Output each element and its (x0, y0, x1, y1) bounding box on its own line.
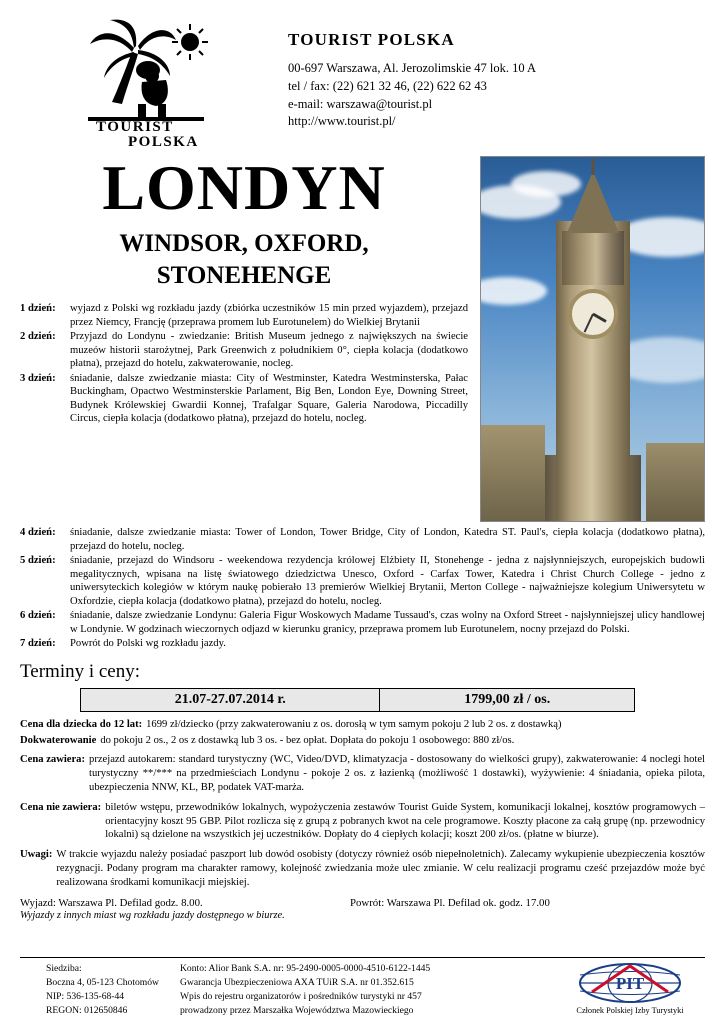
title-and-photo (20, 150, 705, 522)
logo-text-bottom: POLSKA (128, 134, 199, 150)
spire-finial (591, 159, 594, 175)
header (20, 14, 705, 150)
company-website[interactable]: http://www.tourist.pl/ (288, 114, 396, 129)
includes-text: przejazd autokarem: standard turystyczny (WC, Video/DVD, klimatyzacja - dostosowany do wielkości grupy), zakwaterowanie: 4 noclegi hotel turystyczny **/*** na przedmieściach Londynu - pokoje 2 os. z łazienką (możliwość 1 dostawki), wyżywienie: 4 śniadania, opieka pilota, ubezpieczenia NNW, KL, BP, podatek VAT-marża. (89, 754, 705, 793)
itinerary-day-text: śniadanie, dalsze zwiedzanie Londynu: Galeria Figur Woskowych Madame Tussaud's, czas wolny na Oxford Street - najsłynniejszej ulicy handlowej w Londynie. W godzinach wieczornych odjazd w kierunku granicy, przeprawa promem lub Eurotunelem, nocny przejazd do Polski. (70, 610, 705, 635)
footer-line: REGON: 012650846 (46, 1005, 128, 1017)
pit-caption: Członek Polskiej Izby Turystyki (576, 1006, 684, 1016)
company-contact-block (210, 14, 536, 131)
company-logo (20, 14, 210, 151)
page-title: LONDYN (102, 152, 386, 223)
spire (567, 171, 619, 233)
company-name: TOURIST POLSKA (288, 30, 455, 49)
building-right (646, 443, 704, 521)
title-column (20, 150, 468, 522)
itinerary-day-text: Powrót do Polski wg rozkładu jazdy. (70, 638, 226, 650)
itinerary-top (20, 302, 468, 426)
subtitle-line-1: WINDSOR, OXFORD, (119, 230, 369, 257)
price-table (80, 688, 635, 712)
departure-return-row (20, 897, 705, 909)
itinerary-item (20, 609, 705, 636)
building-left (481, 425, 545, 521)
itinerary-day-label: 3 dzień: (20, 372, 56, 384)
itinerary-item (20, 637, 705, 651)
footer-line: Konto: Alior Bank S.A. nr: 95-2490-0005-0000-4510-6122-1445 (180, 963, 431, 975)
itinerary-item (20, 526, 705, 553)
itinerary-day-label: 6 dzień: (20, 610, 56, 622)
page-subtitle (20, 228, 468, 292)
big-ben-photo (480, 156, 705, 522)
price-table-date: 21.07-27.07.2014 r. (81, 688, 380, 711)
itinerary-day-label: 4 dzień: (20, 527, 56, 538)
pit-logo-icon (578, 962, 682, 1004)
departure-text: Wyjazd: Warszawa Pl. Defilad godz. 8.00. (20, 897, 203, 910)
footer-line: NIP: 536-135-68-44 (46, 991, 125, 1003)
accommodation-label: Dokwaterowanie (20, 734, 97, 746)
itinerary-day-label: 1 dzień: (20, 303, 56, 314)
itinerary-item (20, 302, 468, 329)
footer (20, 957, 705, 1018)
price-table-price: 1799,00 zł / os. (380, 688, 635, 711)
footer-line: Gwarancja Ubezpieczeniowa AXA TUiR S.A. nr 01.352.615 (180, 977, 414, 989)
return-text: Powrót: Warszawa Pl. Defilad ok. godz. 17.00 (350, 897, 550, 910)
itinerary-day-label: 7 dzień: (20, 638, 56, 650)
belfry (562, 231, 624, 285)
footer-pit-block (555, 962, 705, 1018)
terms-heading: Terminy i ceny: (20, 660, 141, 682)
company-phone: tel / fax: (22) 621 32 46, (22) 622 62 43 (288, 78, 487, 93)
itinerary-item (20, 372, 468, 426)
child-price-row (20, 718, 705, 732)
footer-line: prowadzony przez Marszałka Województwa Mazowieckiego (180, 1005, 414, 1017)
excludes-row (20, 801, 705, 842)
table-row (81, 688, 635, 711)
notes-label: Uwagi: (20, 849, 53, 861)
itinerary-item (20, 330, 468, 371)
itinerary-day-text: wyjazd z Polski wg rozkładu jazdy (zbiórka uczestników 15 min przed wyjazdem), przejazd przez Niemcy, Francję (przeprawa promem lub Eurotunelem) do Wielkiej Brytanii (70, 303, 468, 328)
includes-row (20, 753, 705, 794)
palm-tree-sun-logo-icon (82, 18, 210, 136)
itinerary-day-label: 2 dzień: (20, 331, 56, 343)
footer-line: Boczna 4, 05-123 Chotomów (46, 977, 159, 989)
itinerary-bottom (20, 526, 705, 651)
other-cities-text: Wyjazdy z innych miast wg rozkładu jazdy dostępnego w biurze. (20, 910, 285, 922)
clock-face-icon (568, 289, 618, 339)
itinerary-day-text: śniadanie, przejazd do Windsoru - weekendowa rezydencja królowej Elżbiety II, Stonehenge - jedna z najsłynniejszych, europejskich budowli megalitycznych, wpisana na listę światowego dziedzictwa Unesco, Oxford - Carfax Tower, Katedra i Christ Church College - jedno z uniwersyteckich kolegiów w którym naukę pobierało 13 premierów Wielkiej Brytanii, Merton College - najważniejsze kolegium Uniwersytetu w Oxfordzie, ciepła kolacja (dodatkowo płatna), przejazd do hotelu, nocleg. (70, 555, 705, 607)
svg-text:TOURIST: TOURIST (96, 119, 174, 135)
notes-text: W trakcie wyjazdu należy posiadać paszport lub dowód osobisty (dotyczy również osób niepełnoletnich). Zalecamy wykupienie ubezpieczenia kosztów rezygnacji. Podany program ma charakter ramowy, kolejność zwiedzania może ulec zmianie. W celu realizacji programu cześć przejazdów może być realizowana środkami komunikacji miejskiej. (56, 849, 705, 888)
photo-column (468, 150, 705, 522)
company-email: e-mail: warszawa@tourist.pl (288, 96, 433, 111)
itinerary-item (20, 554, 705, 608)
footer-line: Wpis do rejestru organizatorów i pośredników turystyki nr 457 (180, 991, 422, 1003)
child-price-label: Cena dla dziecka do 12 lat: (20, 718, 143, 730)
footer-line: Siedziba: (46, 963, 82, 975)
itinerary-day-label: 5 dzień: (20, 555, 56, 567)
notes-row (20, 848, 705, 889)
child-price-text: 1699 zł/dziecko (przy zakwaterowaniu z os. dorosłą w tym samym pokoju 2 lub 2 os. z dostawką) (146, 718, 562, 730)
excludes-label: Cena nie zawiera: (20, 801, 102, 813)
itinerary-day-text: śniadanie, dalsze zwiedzanie miasta: City of Westminster, Katedra Westminsterska, Pałac Buckingham, Opactwo Westminsterskie Parlament, Big Ben, London Eye, Downing Street, Budynek Królewskiej Gwardii Konnej, Trafalgar Square, Galeria Narodowa, Piccadilly Circus, ciepła kolacja (dodatkowo płatna), przejazd do hotelu, nocleg. (70, 372, 468, 425)
footer-company-details (20, 962, 180, 1018)
footer-legal-details (180, 962, 555, 1018)
company-address: 00-697 Warszawa, Al. Jerozolimskie 47 lok. 10 A (288, 61, 537, 75)
excludes-text: biletów wstępu, przewodników lokalnych, wypożyczenia zestawów Tourist Guide System, komunikacji lokalnej, kosztów programowych – orientacyjny koszt 95 GBP. Pilot rozlicza się z grupą z pobranych kwot na cele programowe. Koszty płacone za całą grupę (np. przewodnicy lokalni) są dzielone na wszystkich jej uczestników. Dopłaty do 4 ciepłych kolacji; koszt 200 zł/os. (płatne w biurze). (105, 801, 705, 841)
accommodation-row (20, 734, 705, 748)
subtitle-line-2: STONEHENGE (156, 262, 332, 289)
itinerary-day-text: Przyjazd do Londynu - zwiedzanie: British Museum jednego z największych na świecie muzeów historii starożytnej, Park Greenwich z południkiem 0°, ciepła kolacja (dodatkowo płatna), przejazd do hotelu, zakwaterowanie, nocleg. (70, 331, 468, 370)
svg-text:PIT: PIT (615, 974, 645, 994)
includes-label: Cena zawiera: (20, 754, 86, 766)
accommodation-text: do pokoju 2 os., 2 os z dostawką lub 3 os. - bez opłat. Dopłata do pokoju 1 osobowego: 880 zł/os. (100, 734, 515, 746)
itinerary-day-text: śniadanie, dalsze zwiedzanie miasta: Tower of London, Tower Bridge, City of London, Katedra ST. Paul's, ciepła kolacja (dodatkowo płatna), przejazd do hotelu, nocleg. (70, 527, 705, 552)
